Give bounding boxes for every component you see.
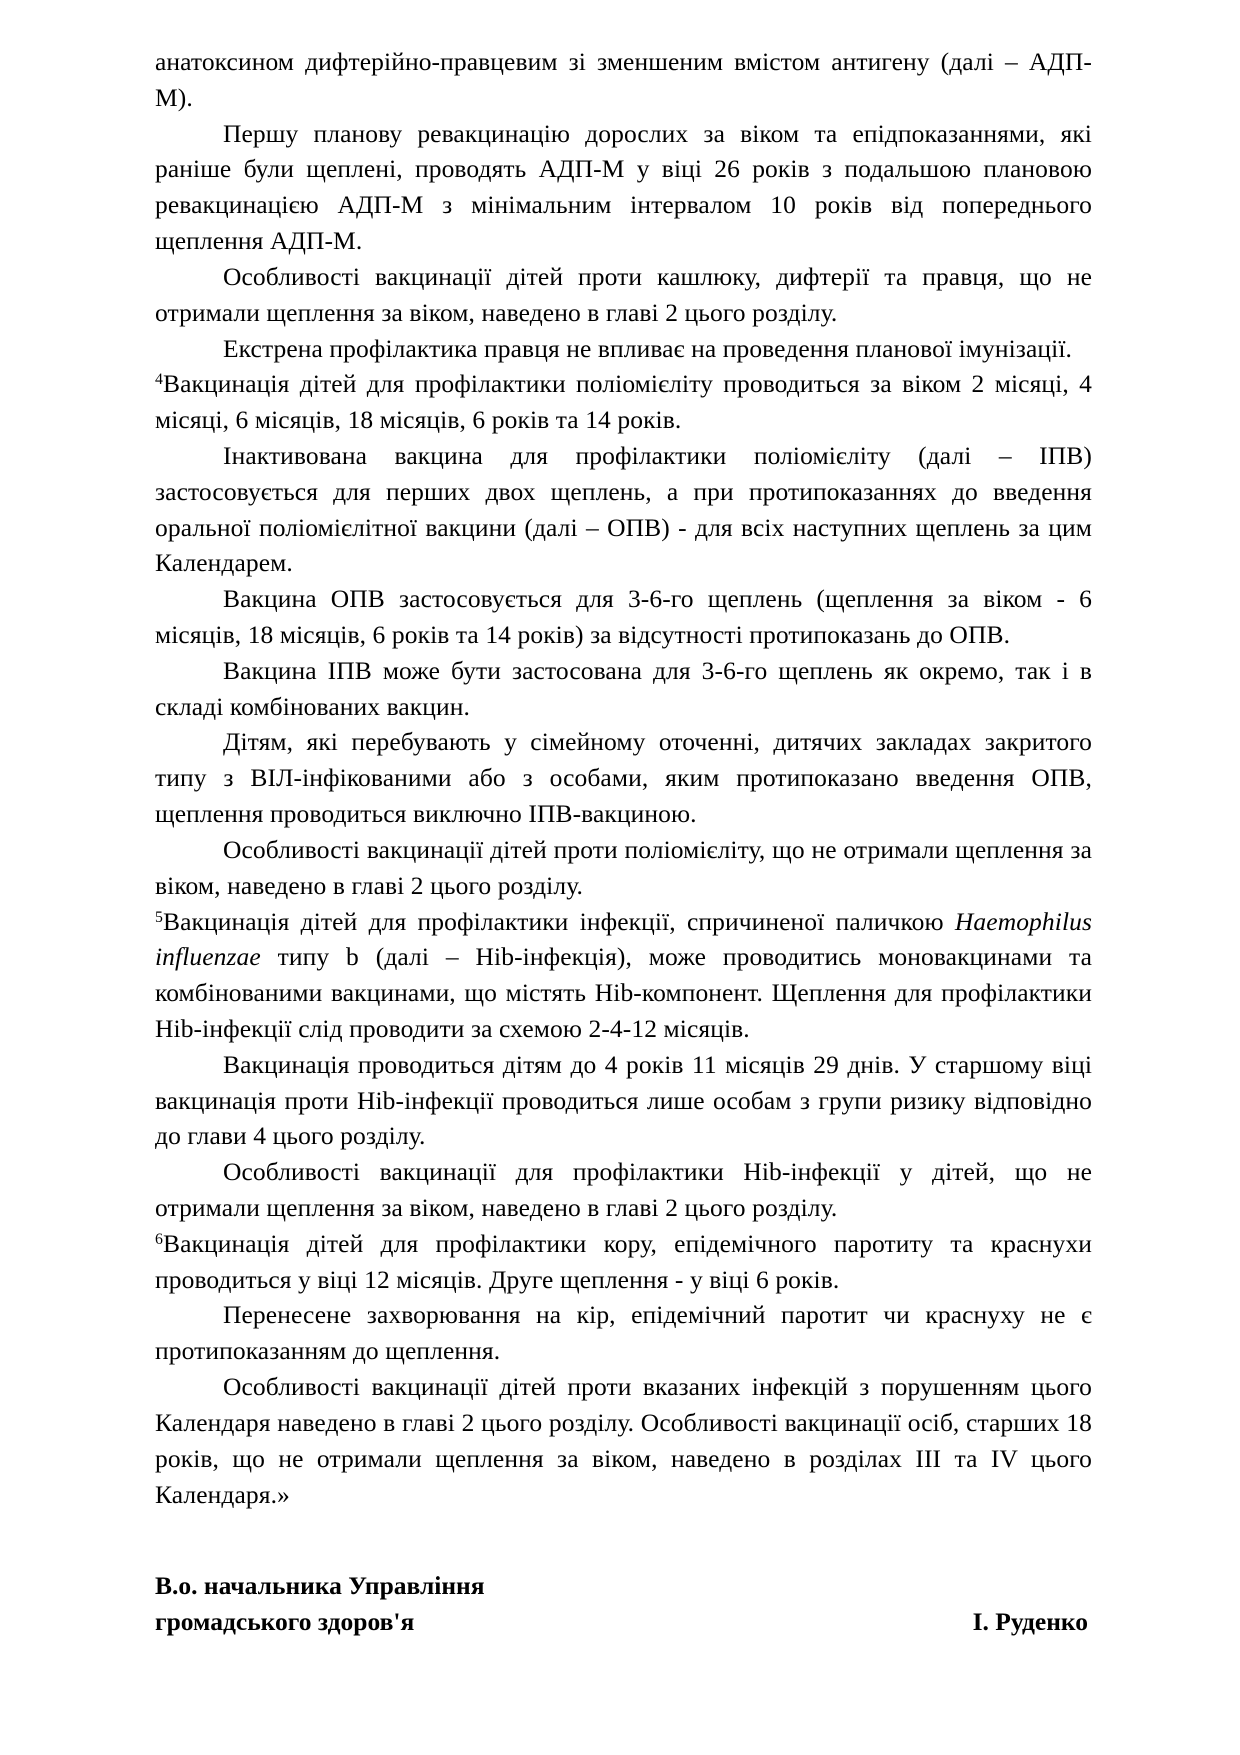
document-body [155, 44, 1092, 1512]
paragraph-text: Вакцинація проводиться дітям до 4 років 11 місяців 29 днів. У старшому віці вакцинація проти Hib-інфекції проводиться лише особам з групи ризику відповідно до глави 4 цього розділу. [155, 1049, 1092, 1151]
paragraph-15 [155, 1297, 1092, 1369]
paragraph-text: Особливості вакцинації дітей проти вказаних інфекцій з порушенням цього Календаря наведено в главі 2 цього розділу. Особливості вакцинації осіб, старших 18 років, що не отримали щеплення за віком, наведено в розділах III та IV цього Календаря.» [155, 1372, 1092, 1509]
signatory-title-line2: громадського здоров'я [155, 1606, 415, 1636]
paragraph-text: Вакцинація дітей для профілактики кору, епідемічного паротиту та краснухи проводиться у віці 12 місяців. Друге щеплення - у віці 6 років. [155, 1228, 1092, 1294]
paragraph-5 [155, 366, 1092, 438]
species-name-italic: Haemophilus influenzae [155, 906, 1092, 972]
paragraph-11 [155, 904, 1092, 1047]
paragraph-text: Інактивована вакцина для профілактики поліомієліту (далі – ІПВ) застосовується для перших двох щеплень, а при протипоказаннях до введення оральної поліомієлітної вакцини (далі – ОПВ) - для всіх наступних щеплень за цим Календарем. [155, 440, 1092, 578]
paragraph-text: Особливості вакцинації дітей проти поліомієліту, що не отримали щеплення за віком, наведено в главі 2 цього розділу. [155, 834, 1092, 900]
paragraph-text: Вакцинація дітей для профілактики поліомієліту проводиться за віком 2 місяці, 4 місяці, 6 місяців, 18 місяців, 6 років та 14 років. [155, 369, 1092, 435]
paragraph-7 [155, 581, 1092, 653]
paragraph-3 [155, 259, 1092, 331]
paragraph-text: Першу планову ревакцинацію дорослих за віком та епідпоказаннями, які раніше були щеплені, проводять АДП-М у віці 26 років з подальшою плановою ревакцинацією АДП-М з мінімальним інтервалом 10 років від попереднього щеплення АДП-М. [155, 118, 1092, 256]
signatory-name: І. Руденко [972, 1606, 1088, 1636]
paragraph-8 [155, 653, 1092, 725]
paragraph-12 [155, 1047, 1092, 1154]
paragraph-text: Дітям, які перебувають у сімейному оточенні, дитячих закладах закритого типу з ВІЛ-інфікованими або з особами, яким протипоказано введення ОПВ, щеплення проводиться виключно ІПВ-вакциною. [155, 727, 1092, 829]
paragraph-1 [155, 44, 1092, 116]
paragraph-text: Особливості вакцинації для профілактики Hib-інфекції у дітей, що не отримали щеплення за віком, наведено в главі 2 цього розділу. [155, 1157, 1092, 1222]
signature-block [155, 1568, 1092, 1638]
footnote-marker-6: 6 [155, 1230, 163, 1248]
paragraph-9 [155, 724, 1092, 831]
paragraph-10 [155, 832, 1092, 904]
paragraph-16 [155, 1369, 1092, 1512]
paragraph-2 [155, 116, 1092, 259]
paragraph-text: Вакцина ІПВ може бути застосована для 3-6-го щеплень як окремо, так і в складі комбінованих вакцин. [155, 655, 1092, 721]
footnote-marker-5: 5 [155, 908, 163, 926]
paragraph-6 [155, 438, 1092, 581]
paragraph-text: Вакцина ОПВ застосовується для 3-6-го щеплень (щеплення за віком - 6 місяців, 18 місяців, 6 років та 14 років) за відсутності протипоказань до ОПВ. [155, 584, 1092, 649]
paragraph-text: анатоксином дифтерійно-правцевим зі зменшеним вмістом антигену (далі – АДП-М). [155, 47, 1092, 112]
paragraph-14 [155, 1226, 1092, 1298]
paragraph-text: Перенесене захворювання на кір, епідемічний паротит чи краснуху не є протипоказанням до щеплення. [155, 1300, 1092, 1366]
signatory-title-line1: В.о. начальника Управління [155, 1571, 485, 1601]
footnote-marker-4: 4 [155, 371, 163, 389]
paragraph-4 [155, 331, 1092, 367]
paragraph-text: Особливості вакцинації дітей проти кашлюку, дифтерії та правця, що не отримали щеплення за віком, наведено в главі 2 цього розділу. [155, 261, 1092, 327]
paragraph-text-after-species: типу b (далі – Hib-інфекція), може проводитись моновакцинами та комбінованими вакцинами, що містять Hib-компонент. Щеплення для профілактики Hib-інфекції слід проводити за схемою 2-4-12 місяців. [155, 942, 1092, 1043]
paragraph-text: Екстрена профілактика правця не впливає на проведення планової імунізації. [223, 333, 1072, 363]
paragraph-text-before-species: Вакцинація дітей для профілактики інфекції, спричиненої паличкою [163, 906, 955, 936]
signatory-row [155, 1604, 1092, 1639]
paragraph-13 [155, 1154, 1092, 1226]
